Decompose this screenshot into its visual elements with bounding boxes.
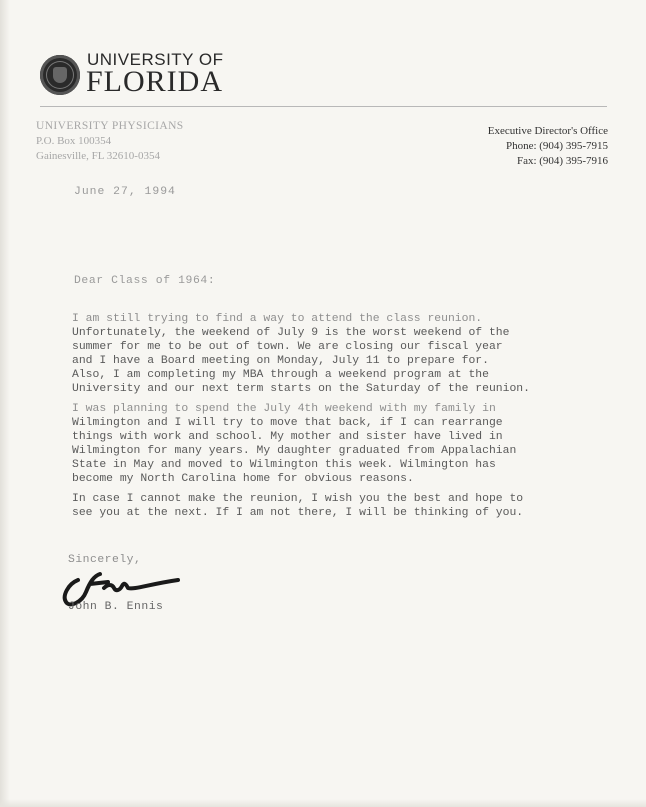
department-po-box: P.O. Box 100354	[36, 135, 112, 147]
office-title: Executive Director's Office	[487, 125, 608, 137]
university-name-line1: UNIVERSITY OF	[87, 50, 224, 69]
university-seal-icon	[40, 55, 80, 95]
letter-greeting: Dear Class of 1964:	[74, 275, 216, 287]
department-address	[36, 119, 184, 164]
paragraph-line: University and our next term starts on the Saturday of the reunion.	[72, 383, 530, 395]
letter-date: June 27, 1994	[74, 186, 176, 198]
paragraph-line: I am still trying to find a way to attend the class reunion.	[72, 313, 483, 325]
paragraph-line: Also, I am completing my MBA through a weekend program at the	[72, 369, 489, 381]
office-phone: Phone: (904) 395-7915	[505, 140, 608, 152]
paragraph-1	[72, 312, 577, 396]
department-name: UNIVERSITY PHYSICIANS	[36, 120, 184, 132]
paragraph-line: Wilmington for many years. My daughter graduated from Appalachian	[72, 445, 517, 457]
paragraph-line: I was planning to spend the July 4th weekend with my family in	[72, 403, 496, 415]
paragraph-3	[72, 492, 577, 520]
page-bottom-edge	[0, 799, 646, 807]
paragraph-line: State in May and moved to Wilmington this week. Wilmington has	[72, 459, 496, 471]
letter-closing: Sincerely,	[68, 554, 142, 566]
paragraph-line: become my North Carolina home for obvious reasons.	[72, 473, 414, 485]
paragraph-line: and I have a Board meeting on Monday, July 11 to prepare for.	[72, 355, 489, 367]
paragraph-line: In case I cannot make the reunion, I wish you the best and hope to	[72, 493, 524, 505]
paragraph-2	[72, 402, 577, 486]
office-contact	[488, 124, 608, 169]
signer-name: John B. Ennis	[68, 601, 164, 613]
letterhead-rule	[40, 106, 607, 107]
paragraph-line: Wilmington and I will try to move that back, if I can rearrange	[72, 417, 503, 429]
paragraph-line: see you at the next. If I am not there, I will be thinking of you.	[72, 507, 524, 519]
university-name-line2: FLORIDA	[86, 65, 224, 98]
paragraph-line: Unfortunately, the weekend of July 9 is the worst weekend of the	[72, 327, 510, 339]
paragraph-line: summer for me to be out of town. We are closing our fiscal year	[72, 341, 503, 353]
page-edge-shadow	[0, 0, 10, 807]
department-city: Gainesville, FL 32610-0354	[36, 150, 160, 162]
office-fax: Fax: (904) 395-7916	[516, 155, 608, 167]
paragraph-line: things with work and school. My mother and sister have lived in	[72, 431, 503, 443]
